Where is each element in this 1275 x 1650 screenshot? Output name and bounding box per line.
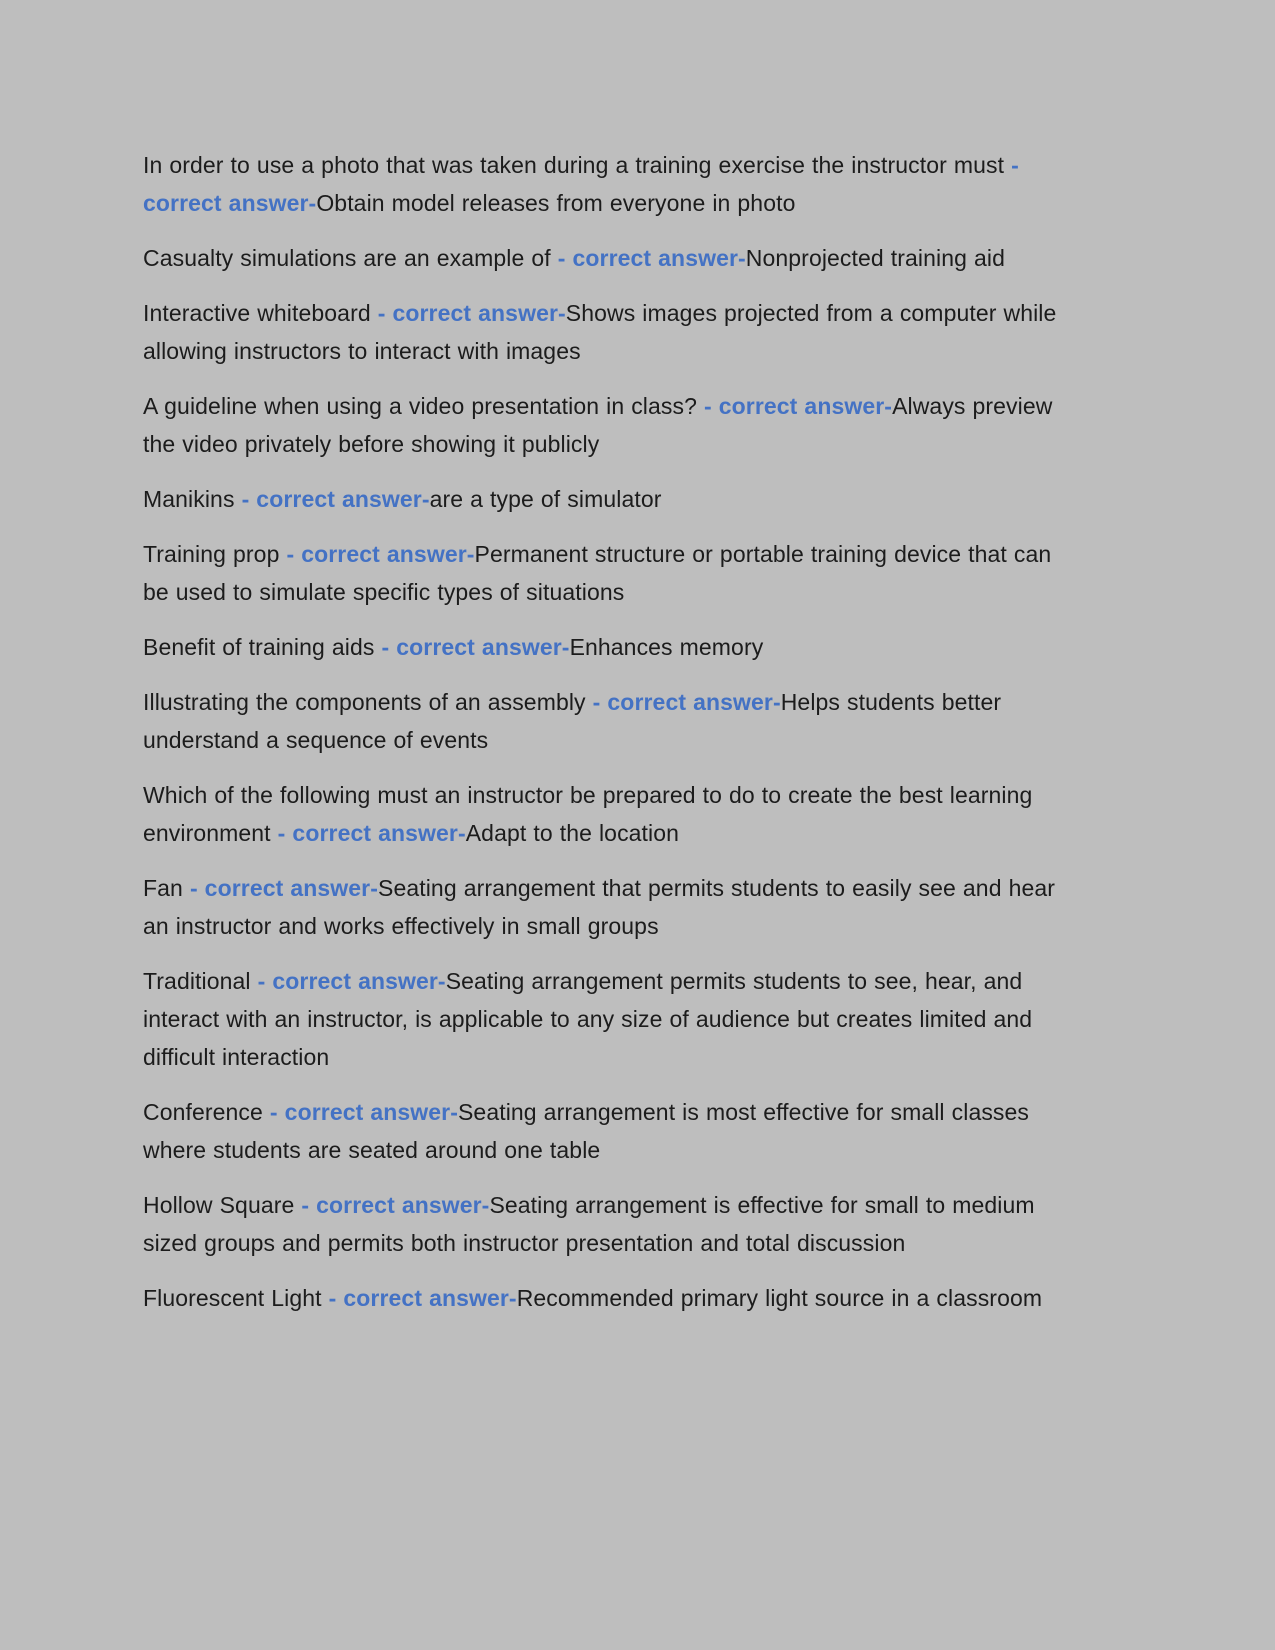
- answer-text: Enhances memory: [569, 634, 764, 660]
- answer-text: Always preview the video privately before showing it publicly: [143, 393, 1053, 457]
- qa-paragraph: [143, 776, 1078, 852]
- correct-answer-label: - correct answer-: [277, 820, 466, 846]
- correct-answer-label: - correct answer-: [269, 1099, 458, 1125]
- correct-answer-label: - correct answer-: [704, 393, 893, 419]
- qa-paragraph: [143, 869, 1078, 945]
- question-text: Fluorescent Light: [143, 1285, 322, 1311]
- correct-answer-label: - correct answer-: [301, 1192, 490, 1218]
- answer-text: Permanent structure or portable training device that can be used to simulate specific types of situations: [143, 541, 1052, 605]
- question-text: Fan: [143, 875, 183, 901]
- qa-paragraph: [143, 387, 1078, 463]
- qa-paragraph: [143, 1093, 1078, 1169]
- correct-answer-label: - correct answer-: [189, 875, 378, 901]
- qa-paragraph: [143, 146, 1078, 222]
- question-text: Hollow Square: [143, 1192, 295, 1218]
- answer-text: Obtain model releases from everyone in photo: [316, 190, 796, 216]
- answer-text: Seating arrangement that permits students to easily see and hear an instructor and works effectively in small groups: [143, 875, 1056, 939]
- question-text: A guideline when using a video presentation in class?: [143, 393, 697, 419]
- answer-text: Shows images projected from a computer while allowing instructors to interact with images: [143, 300, 1057, 364]
- answer-text: Helps students better understand a sequence of events: [143, 689, 1002, 753]
- qa-paragraph: [143, 683, 1078, 759]
- correct-answer-label: - correct answer-: [257, 968, 446, 994]
- answer-text: Seating arrangement permits students to see, hear, and interact with an instructor, is applicable to any size of audience but creates limited and difficult interaction: [143, 968, 1033, 1070]
- answer-text: Recommended primary light source in a classroom: [516, 1285, 1043, 1311]
- answer-text: Seating arrangement is most effective for small classes where students are seated around one table: [143, 1099, 1030, 1163]
- question-text: Training prop: [143, 541, 280, 567]
- correct-answer-label: - correct answer-: [328, 1285, 517, 1311]
- correct-answer-label: - correct answer-: [592, 689, 781, 715]
- question-text: Manikins: [143, 486, 235, 512]
- qa-paragraph: [143, 962, 1078, 1076]
- answer-text: Seating arrangement is effective for small to medium sized groups and permits both instructor presentation and total discussion: [143, 1192, 1035, 1256]
- correct-answer-label: - correct answer-: [286, 541, 475, 567]
- correct-answer-label: - correct answer-: [241, 486, 430, 512]
- qa-paragraph: [143, 535, 1078, 611]
- qa-paragraph: [143, 628, 1078, 666]
- answer-text: Adapt to the location: [465, 820, 680, 846]
- correct-answer-label: - correct answer-: [377, 300, 566, 326]
- correct-answer-label: - correct answer-: [143, 152, 1019, 216]
- question-text: Conference: [143, 1099, 263, 1125]
- answer-text: are a type of simulator: [429, 486, 662, 512]
- qa-paragraph: [143, 239, 1078, 277]
- question-text: Interactive whiteboard: [143, 300, 371, 326]
- qa-paragraph: [143, 1279, 1078, 1317]
- qa-paragraph: [143, 1186, 1078, 1262]
- question-text: Which of the following must an instructor be prepared to do to create the best learning environment: [143, 782, 1033, 846]
- qa-paragraph: [143, 294, 1078, 370]
- qa-paragraph: [143, 480, 1078, 518]
- answer-text: Nonprojected training aid: [745, 245, 1006, 271]
- question-text: Benefit of training aids: [143, 634, 375, 660]
- correct-answer-label: - correct answer-: [381, 634, 570, 660]
- question-text: Traditional: [143, 968, 251, 994]
- question-text: Casualty simulations are an example of: [143, 245, 551, 271]
- correct-answer-label: - correct answer-: [557, 245, 746, 271]
- question-text: In order to use a photo that was taken during a training exercise the instructor must: [143, 152, 1005, 178]
- question-text: Illustrating the components of an assembly: [143, 689, 586, 715]
